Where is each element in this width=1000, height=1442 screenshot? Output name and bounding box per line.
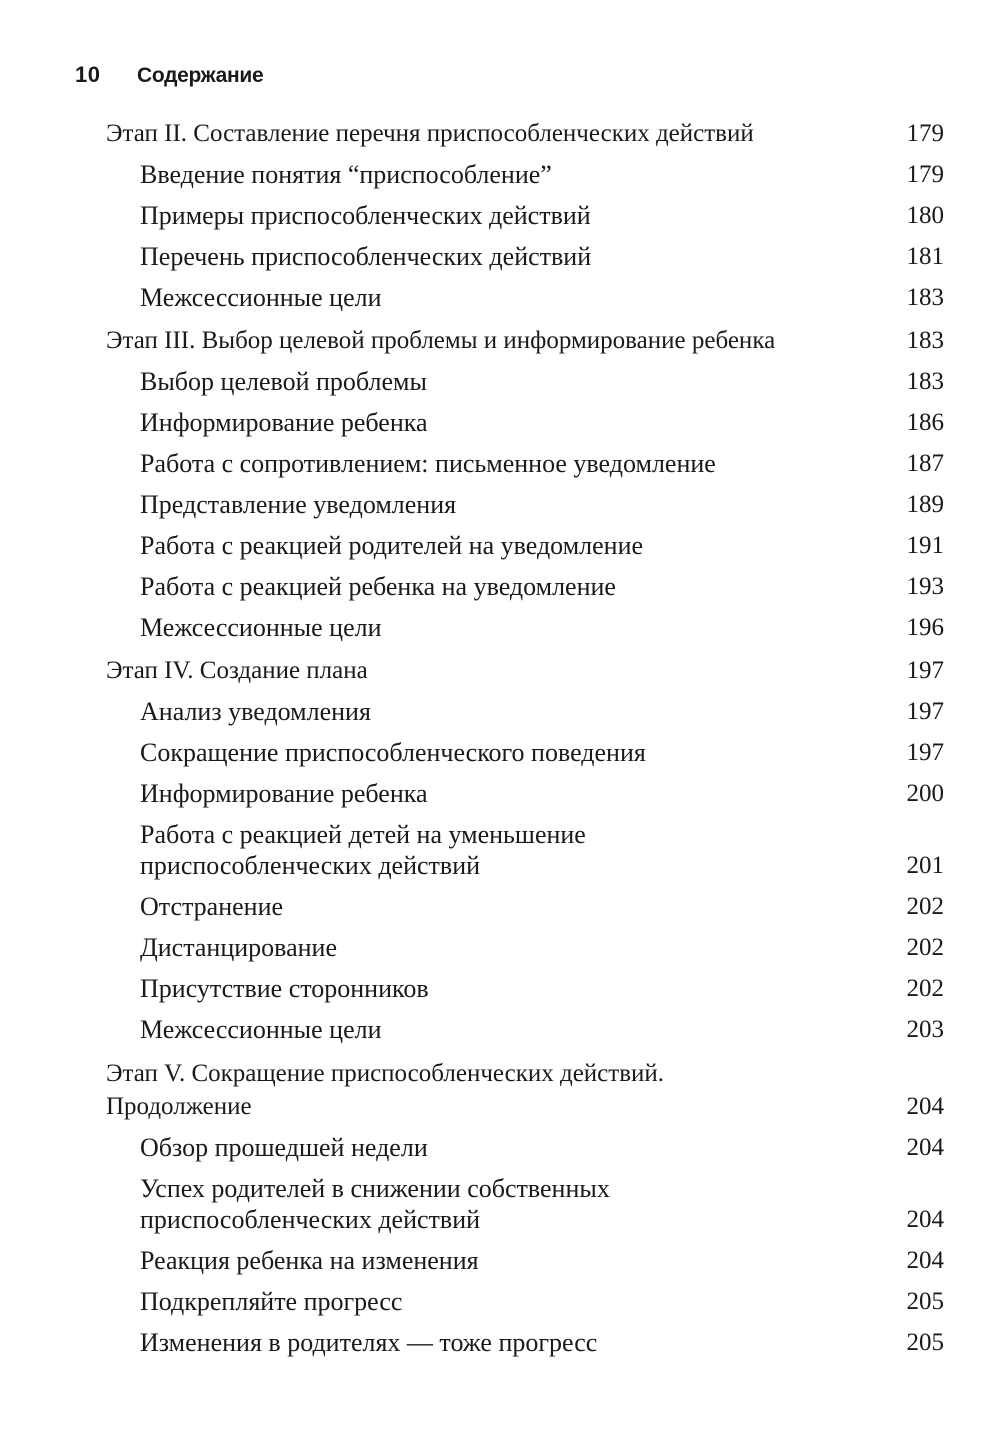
toc-section-entry (0, 1058, 1000, 1120)
toc-entry-page: 179 (906, 161, 944, 188)
toc-entry-title: Анализ уведомления (140, 697, 371, 726)
toc-entry-title: Этап III. Выбор целевой проблемы и информирование ребенка (106, 327, 776, 354)
toc-subsection-entry (0, 241, 1000, 272)
toc-subsection-entry (0, 612, 1000, 643)
toc-entry-page: 183 (906, 284, 944, 311)
toc-subsection-entry (0, 932, 1000, 963)
toc-entry-page: 204 (906, 1247, 944, 1274)
toc-entry-title-continuation: приспособленческих действий (140, 1205, 481, 1234)
toc-entry-title: Введение понятия “приспособление” (140, 160, 552, 189)
toc-subsection-entry (0, 778, 1000, 809)
toc-section-entry (0, 655, 1000, 686)
toc-entry-title: Дистанцирование (140, 933, 337, 962)
running-head (75, 62, 263, 96)
toc-entry-title: Успех родителей в снижении собственных (140, 1174, 610, 1203)
toc-entry-title: Изменения в родителях — тоже прогресс (140, 1328, 598, 1357)
toc-entry-page: 202 (906, 893, 944, 920)
toc-subsection-entry (0, 1327, 1000, 1358)
toc-entry-page: 179 (906, 120, 944, 147)
toc-entry-page: 204 (906, 1134, 944, 1161)
toc-entry-title: Межсессионные цели (140, 1015, 382, 1044)
toc-subsection-entry (0, 200, 1000, 231)
toc-section-entry (0, 118, 1000, 149)
toc-subsection-entry (0, 1173, 1000, 1235)
toc-entry-title: Работа с реакцией ребенка на уведомление (140, 572, 616, 601)
toc-entry-page: 180 (906, 202, 944, 229)
toc-entry-title-continuation: приспособленческих действий (140, 851, 481, 880)
toc-subsection-entry (0, 282, 1000, 313)
toc-entry-title: Информирование ребенка (140, 779, 428, 808)
toc-entry-page: 197 (906, 698, 944, 725)
toc-subsection-entry (0, 1286, 1000, 1317)
toc-entry-title: Подкрепляйте прогресс (140, 1287, 403, 1316)
toc-entry-page: 193 (906, 573, 944, 600)
toc-entry-page: 196 (906, 614, 944, 641)
toc-subsection-entry (0, 366, 1000, 397)
toc-entry-title: Представление уведомления (140, 490, 457, 519)
toc-entry-page: 205 (906, 1329, 944, 1356)
toc-entry-title: Перечень приспособленческих действий (140, 242, 592, 271)
toc-entry-title: Обзор прошедшей недели (140, 1133, 428, 1162)
toc-entry-title: Работа с реакцией родителей на уведомление (140, 531, 644, 560)
toc-subsection-entry (0, 1132, 1000, 1163)
toc-subsection-entry (0, 530, 1000, 561)
toc-entry-page: 191 (906, 532, 944, 559)
toc-entry-page: 205 (906, 1288, 944, 1315)
toc-subsection-entry (0, 737, 1000, 768)
toc-entry-page: 202 (906, 975, 944, 1002)
toc-subsection-entry (0, 159, 1000, 190)
toc-entry-page: 187 (906, 450, 944, 477)
toc-subsection-entry (0, 696, 1000, 727)
toc-subsection-entry (0, 407, 1000, 438)
toc-entry-page: 202 (906, 934, 944, 961)
toc-entry-page: 186 (906, 409, 944, 436)
toc-subsection-entry (0, 571, 1000, 602)
toc-subsection-entry (0, 973, 1000, 1004)
toc-entry-title-continuation: Продолжение (106, 1093, 252, 1120)
toc-entry-page: 181 (906, 243, 944, 270)
toc-entry-page: 204 (906, 1093, 944, 1120)
toc-entry-title: Реакция ребенка на изменения (140, 1246, 479, 1275)
toc-entry-page: 197 (906, 657, 944, 684)
toc-entry-page: 200 (906, 780, 944, 807)
toc-entry-title: Этап II. Составление перечня приспособленческих действий (106, 120, 754, 147)
running-head-title: Содержание (137, 64, 264, 87)
toc-subsection-entry (0, 819, 1000, 881)
toc-entry-title: Информирование ребенка (140, 408, 428, 437)
toc-entry-title: Присутствие сторонников (140, 974, 429, 1003)
toc-entry-title: Этап IV. Создание плана (106, 657, 368, 684)
toc-entry-title: Этап V. Сокращение приспособленческих действий. (106, 1060, 665, 1087)
toc-entry-page: 183 (906, 327, 944, 354)
toc-entry-page: 183 (906, 368, 944, 395)
toc-entry-title: Выбор целевой проблемы (140, 367, 427, 396)
toc-entry-title: Работа с сопротивлением: письменное уведомление (140, 449, 716, 478)
toc-subsection-entry (0, 448, 1000, 479)
toc-entry-title: Межсессионные цели (140, 283, 382, 312)
toc-entry-page: 189 (906, 491, 944, 518)
toc-entry-page: 204 (906, 1206, 944, 1233)
toc-entry-page: 203 (906, 1016, 944, 1043)
toc-entry-page: 197 (906, 739, 944, 766)
toc-entry-title: Межсессионные цели (140, 613, 382, 642)
toc-section-entry (0, 325, 1000, 356)
toc-subsection-entry (0, 1245, 1000, 1276)
toc-entry-title: Работа с реакцией детей на уменьшение (140, 820, 586, 849)
toc-entry-title: Примеры приспособленческих действий (140, 201, 591, 230)
toc-subsection-entry (0, 891, 1000, 922)
toc-entry-page: 201 (906, 852, 944, 879)
toc-entry-title: Отстранение (140, 892, 284, 921)
page-number: 10 (75, 62, 101, 87)
toc-subsection-entry (0, 489, 1000, 520)
toc-entry-title: Сокращение приспособленческого поведения (140, 738, 646, 767)
toc-subsection-entry (0, 1014, 1000, 1045)
